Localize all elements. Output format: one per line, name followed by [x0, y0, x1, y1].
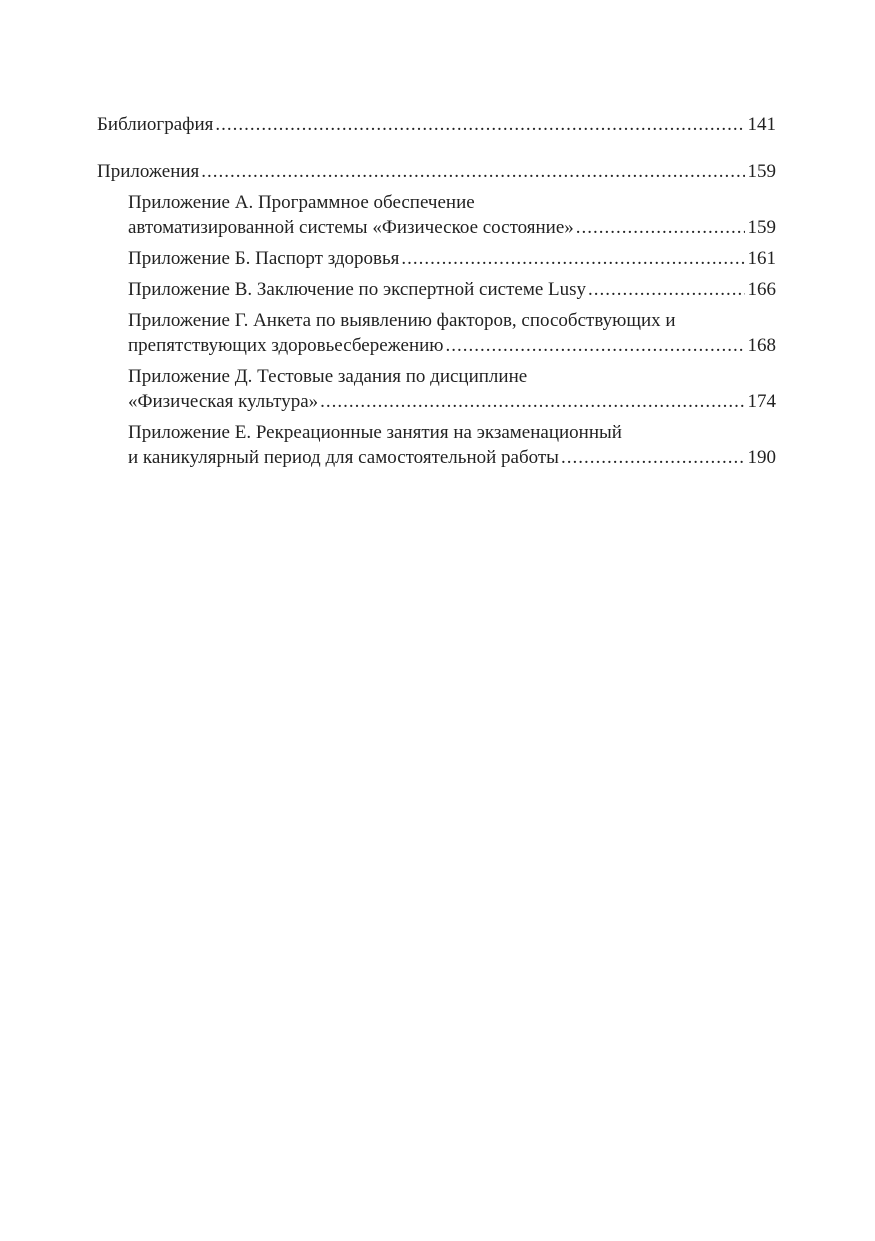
toc-page-number: 168 — [747, 335, 776, 356]
toc-entry-appendix-v[interactable] — [97, 277, 776, 302]
toc-entry-appendices[interactable] — [97, 159, 776, 184]
dot-leader — [588, 277, 744, 302]
dot-leader — [201, 159, 744, 184]
toc-entry-line — [128, 445, 776, 470]
toc-entry-title-line2: автоматизированной системы «Физическое состояние» — [128, 217, 574, 238]
dot-leader — [320, 389, 744, 414]
toc-entry-line — [97, 159, 776, 184]
toc-page-number: 159 — [747, 217, 776, 238]
table-of-contents — [97, 112, 776, 476]
toc-entry-title: Приложение В. Заключение по экспертной системе Lusy — [128, 279, 587, 300]
toc-entry-appendix-e[interactable] — [97, 420, 776, 470]
toc-entry-line — [97, 112, 776, 137]
toc-entry-line — [128, 333, 776, 358]
toc-page-number: 190 — [747, 447, 776, 468]
toc-entry-title: Приложение Б. Паспорт здоровья — [128, 248, 400, 269]
toc-page-number: 141 — [747, 114, 776, 135]
toc-entry-title-line1: Приложение Г. Анкета по выявлению факторов, способствующих и — [128, 310, 676, 331]
toc-entry-title-line2: «Физическая культура» — [128, 391, 319, 412]
toc-entry-title-line1: Приложение Е. Рекреационные занятия на экзаменационный — [128, 422, 622, 443]
toc-entry-bibliography[interactable] — [97, 112, 776, 137]
toc-entry-line — [128, 277, 776, 302]
toc-entry-title-line2: и каникулярный период для самостоятельной работы — [128, 447, 559, 468]
toc-entry-line — [128, 246, 776, 271]
dot-leader — [215, 112, 744, 137]
toc-page-number: 159 — [747, 161, 776, 182]
dot-leader — [401, 246, 744, 271]
toc-page-number: 166 — [747, 279, 776, 300]
dot-leader — [561, 445, 745, 470]
dot-leader — [446, 333, 745, 358]
toc-entry-title: Приложения — [97, 161, 200, 182]
toc-entry-line — [128, 215, 776, 240]
toc-entry-title-line1: Приложение А. Программное обеспечение — [128, 192, 475, 213]
toc-entry-appendix-d[interactable] — [97, 364, 776, 414]
dot-leader — [576, 215, 745, 240]
toc-entry-appendix-g[interactable] — [97, 308, 776, 358]
toc-page-number: 174 — [747, 391, 776, 412]
toc-entry-title-line2: препятствующих здоровьесбережению — [128, 335, 444, 356]
toc-entry-appendix-a[interactable] — [97, 190, 776, 240]
toc-entry-line — [128, 389, 776, 414]
toc-entry-title-line1: Приложение Д. Тестовые задания по дисциплине — [128, 366, 528, 387]
toc-entry-appendix-b[interactable] — [97, 246, 776, 271]
toc-page-number: 161 — [747, 248, 776, 269]
toc-entry-title: Библиография — [97, 114, 214, 135]
